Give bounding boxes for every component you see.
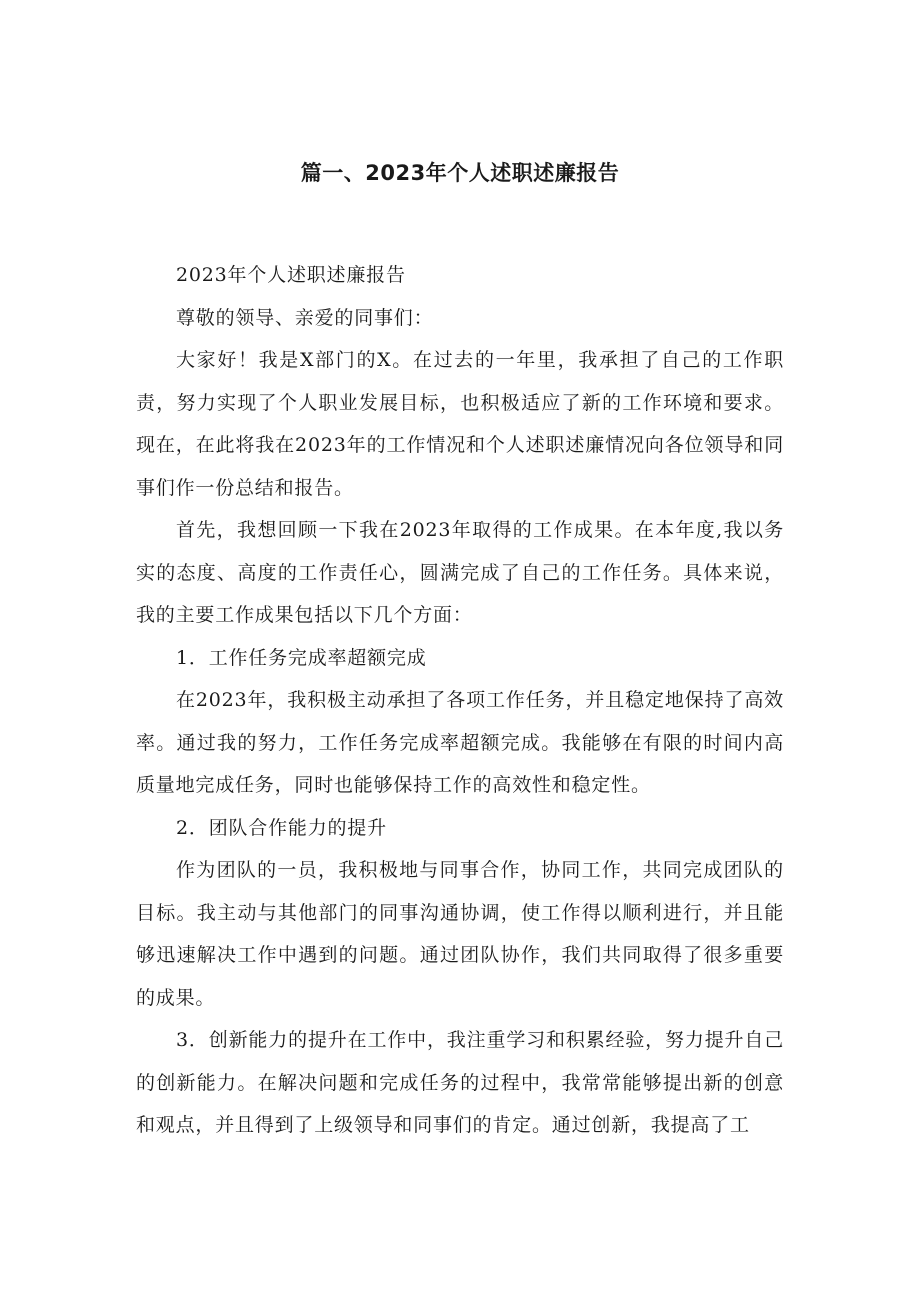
- paragraph-achievements-intro: 首先，我想回顾一下我在2023年取得的工作成果。在本年度,我以务实的态度、高度的工作责任心，圆满完成了自己的工作任务。具体来说，我的主要工作成果包括以下几个方面：: [136, 519, 784, 626]
- section-heading-2: 2．团队合作能力的提升: [176, 816, 387, 839]
- paragraph-greeting: 大家好！我是X部门的X。在过去的一年里，我承担了自己的工作职责，努力实现了个人职业发展目标，也积极适应了新的工作环境和要求。现在，在此将我在2023年的工作情况和个人述职述廉情况向各位领导和同事们作一份总结和报告。: [136, 349, 784, 499]
- paragraph-section-1: 在2023年，我积极主动承担了各项工作任务，并且稳定地保持了高效率。通过我的努力，工作任务完成率超额完成。我能够在有限的时间内高质量地完成任务，同时也能够保持工作的高效性和稳定性。: [136, 689, 784, 796]
- paragraph-section-2: 作为团队的一员，我积极地与同事合作，协同工作，共同完成团队的目标。我主动与其他部门的同事沟通协调，使工作得以顺利进行，并且能够迅速解决工作中遇到的问题。通过团队协作，我们共同取得了很多重要的成果。: [136, 859, 784, 1009]
- document-body: [136, 254, 784, 1147]
- salutation: 尊敬的领导、亲爱的同事们：: [176, 306, 434, 329]
- document-title: 篇一、2023年个人述职述廉报告: [300, 161, 620, 185]
- report-heading: 2023年个人述职述廉报告: [176, 264, 406, 286]
- paragraph-section-3: 3．创新能力的提升在工作中，我注重学习和积累经验，努力提升自己的创新能力。在解决问题和完成任务的过程中，我常常能够提出新的创意和观点，并且得到了上级领导和同事们的肯定。通过创新，我提高了工: [136, 1029, 784, 1136]
- section-heading-1: 1．工作任务完成率超额完成: [176, 646, 427, 669]
